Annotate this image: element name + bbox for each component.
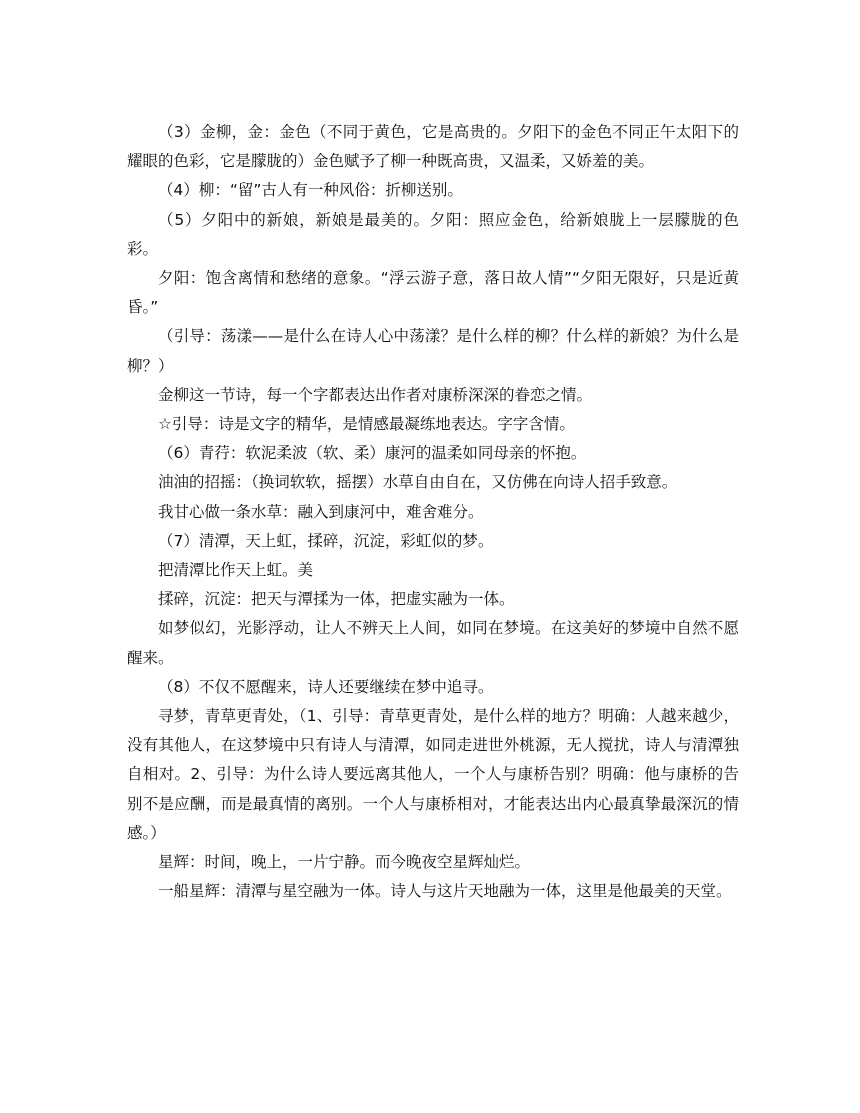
- paragraph: （引导：荡漾——是什么在诗人心中荡漾？是什么样的柳？什么样的新娘？为什么是柳？）: [127, 327, 739, 375]
- document-body: [127, 118, 739, 906]
- paragraph: （3）金柳，金：金色（不同于黄色，它是高贵的。夕阳下的金色不同正午太阳下的耀眼的色彩，它是朦胧的）金色赋予了柳一种既高贵，又温柔，又娇羞的美。: [127, 123, 739, 171]
- paragraph: （8）不仅不愿醒来，诗人还要继续在梦中追寻。: [158, 677, 494, 696]
- paragraph: 夕阳：饱含离情和愁绪的意象。“浮云游子意，落日故人情”“夕阳无限好，只是近黄昏。”: [127, 269, 739, 317]
- paragraph: ☆引导：诗是文字的精华，是情感最凝练地表达。字字含情。: [158, 415, 575, 434]
- paragraph: 金柳这一节诗，每一个字都表达出作者对康桥深深的眷恋之情。: [158, 385, 593, 404]
- paragraph: 揉碎，沉淀：把天与潭揉为一体，把虚实融为一体。: [158, 590, 515, 609]
- paragraph: 油油的招摇：（换词软软，摇摆）水草自由自在，又仿佛在向诗人招手致意。: [158, 473, 678, 492]
- paragraph: 寻梦，青草更青处，（1、引导：青草更青处，是什么样的地方？明确：人越来越少，没有其他人，在这梦境中只有诗人与清潭，如同走进世外桃源，无人搅扰，诗人与清潭独自相对。2、引导：为什么诗人要远离其他人，一个人与康桥告别？明确：他与康桥的告别不是应酬，而是最真情的离别。一个人与康桥相对，才能表达出内心最真挚最深沉的情感。）: [127, 707, 739, 842]
- paragraph: （4）柳：“留”古人有一种风俗：折柳送别。: [158, 181, 463, 200]
- paragraph: 我甘心做一条水草：融入到康河中，难舍难分。: [158, 502, 484, 521]
- paragraph: （7）清潭，天上虹，揉碎，沉淀，彩虹似的梦。: [158, 531, 494, 550]
- paragraph: （6）青荇：软泥柔波（软、柔）康河的温柔如同母亲的怀抱。: [158, 444, 587, 463]
- paragraph: 一船星辉：清潭与星空融为一体。诗人与这片天地融为一体，这里是他最美的天堂。: [158, 882, 732, 901]
- paragraph: （5）夕阳中的新娘，新娘是最美的。夕阳：照应金色，给新娘胧上一层朦胧的色彩。: [127, 210, 739, 258]
- paragraph: 如梦似幻，光影浮动，让人不辨天上人间，如同在梦境。在这美好的梦境中自然不愿醒来。: [127, 619, 739, 667]
- paragraph: 星辉：时间，晚上，一片宁静。而今晚夜空星辉灿烂。: [158, 853, 531, 872]
- paragraph: 把清潭比作天上虹。美: [158, 561, 314, 580]
